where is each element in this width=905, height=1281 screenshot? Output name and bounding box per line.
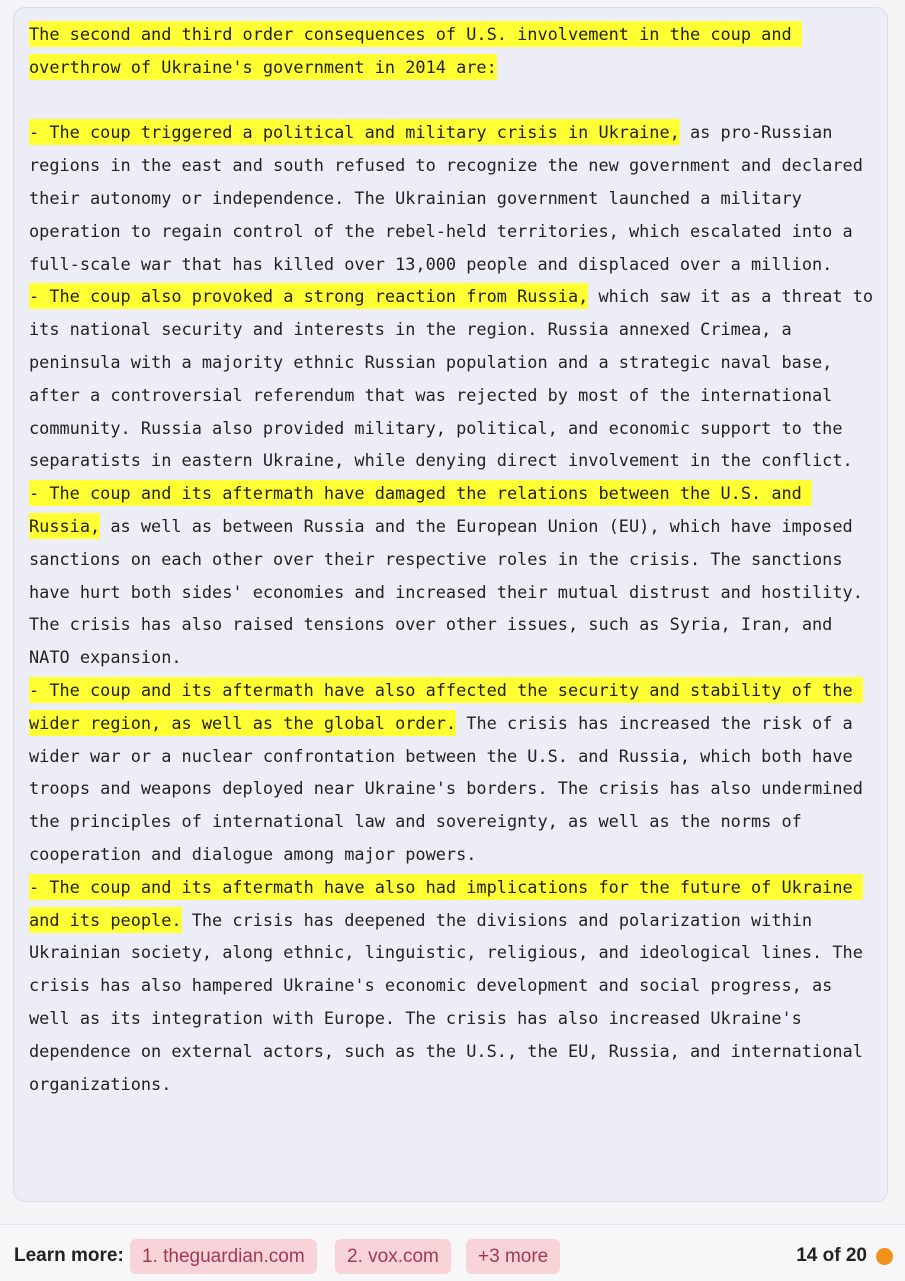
paragraph-gap [29, 84, 879, 117]
learn-more-label: Learn more: [14, 1245, 124, 1266]
point-2 [29, 280, 884, 477]
status-dot-icon [876, 1248, 893, 1265]
response-message [29, 18, 884, 1100]
point-5-highlight: - The coup and its aftermath have also had implications for the future of Ukraine and its people. [29, 874, 863, 933]
point-2-text: which saw it as a threat to its national security and interests in the region. Russia annexed Crimea, a peninsula with a majority ethnic Russian population and a strategic naval base, after a controversial referendum that was rejected by most of the international community. Russia also provided military, political, and economic support to the separatists in eastern Ukraine, while denying direct involvement in the conflict. [29, 286, 884, 471]
point-1-text: as pro-Russian regions in the east and south refused to recognize the new government and declared their autonomy or independence. The Ukrainian government launched a military operation to regain control of the rebel-held territories, which escalated into a full-scale war that has killed over 13,000 people and displaced over a million. [29, 122, 874, 274]
point-5-text: The crisis has deepened the divisions and polarization within Ukrainian society, along ethnic, linguistic, religious, and ideological lines. The crisis has also hampered Ukraine's economic development and social progress, as well as its integration with Europe. The crisis has also increased Ukraine's dependence on external actors, such as the U.S., the EU, Russia, and international organizations. [29, 909, 874, 1094]
point-5 [29, 871, 879, 1101]
point-4-text: The crisis has increased the risk of a wider war or a nuclear confrontation between the U.S. and Russia, which both have troops and weapons deployed near Ukraine's borders. The crisis has also undermined the principles of international law and sovereignty, as well as the norms of cooperation and dialogue among major powers. [29, 712, 874, 864]
more-sources-button[interactable]: +3 more [466, 1239, 560, 1274]
point-4 [29, 674, 879, 871]
source-link-vox[interactable]: 2. vox.com [335, 1239, 451, 1274]
point-3 [29, 477, 879, 674]
point-1 [29, 116, 879, 280]
point-1-highlight: - The coup triggered a political and military crisis in Ukraine, [29, 119, 680, 145]
point-4-highlight: - The coup and its aftermath have also affected the security and stability of the wider region, as well as the global order. [29, 677, 863, 736]
response-card [13, 7, 888, 1202]
learn-more-footer [0, 1224, 905, 1281]
point-3-highlight: - The coup and its aftermath have damaged the relations between the U.S. and Russia, [29, 480, 812, 539]
point-2-highlight: - The coup also provoked a strong reaction from Russia, [29, 283, 588, 309]
source-link-theguardian[interactable]: 1. theguardian.com [130, 1239, 317, 1274]
intro-highlight: The second and third order consequences of U.S. involvement in the coup and overthrow of Ukraine's government in 2014 are: [29, 21, 802, 80]
response-counter: 14 of 20 [796, 1245, 867, 1266]
point-3-text: as well as between Russia and the European Union (EU), which have imposed sanctions on each other over their respective roles in the crisis. The sanctions have hurt both sides' economies and increased their mutual distrust and hostility. The crisis has also raised tensions over other issues, such as Syria, Iran, and NATO expansion. [29, 515, 874, 668]
